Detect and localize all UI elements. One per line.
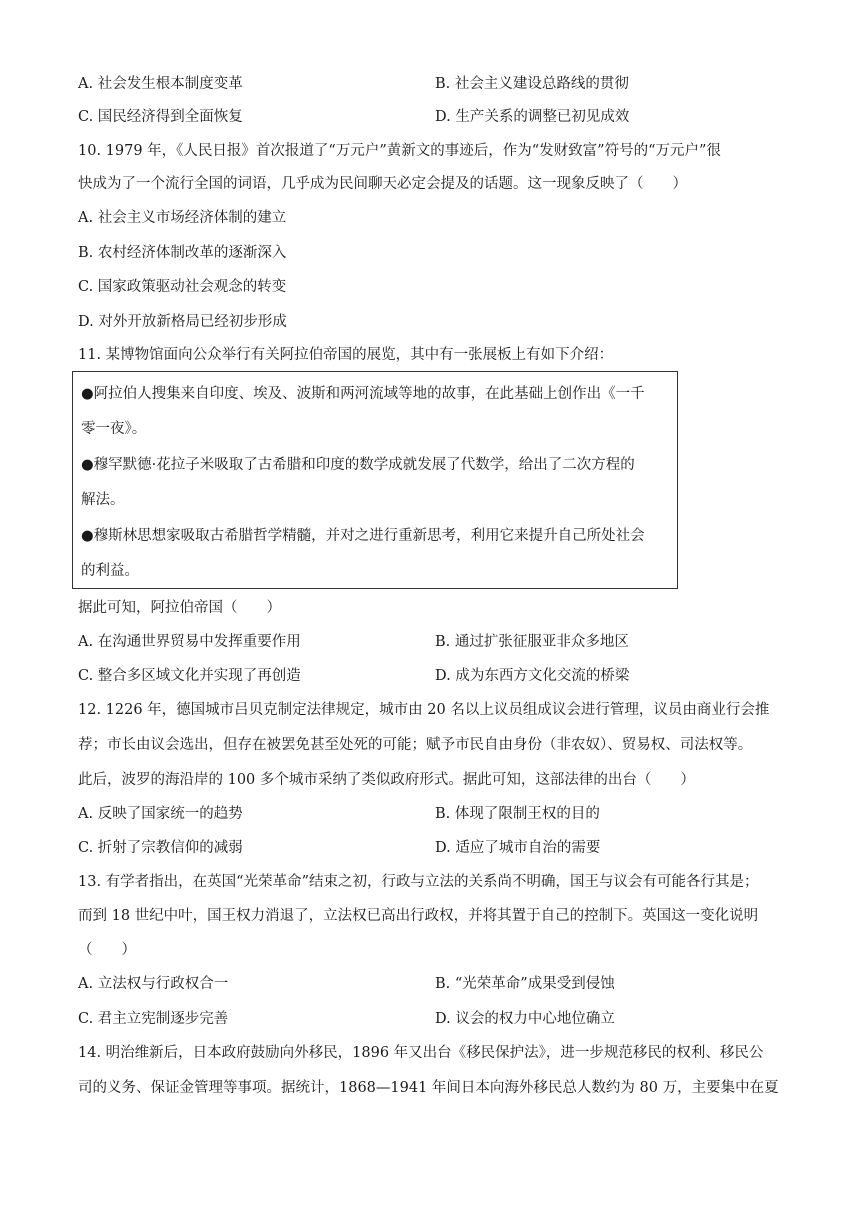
q12-option-b: B. 体现了限制王权的目的	[435, 806, 600, 822]
q13-stem-line-2: 而到 18 世纪中叶，国王权力消退了，立法权已高出行政权，并将其置于自己的控制下。英国这一变化说明	[78, 908, 759, 924]
q11-option-d: D. 成为东西方文化交流的桥梁	[435, 668, 630, 684]
q13-option-a: A. 立法权与行政权合一	[78, 976, 229, 992]
q9-option-d: D. 生产关系的调整已初见成效	[435, 109, 630, 125]
q12-stem-line-1: 12. 1226 年，德国城市吕贝克制定法律规定，城市由 20 名以上议员组成议会进行管理，议员由商业行会推	[78, 702, 770, 718]
q9-option-c: C. 国民经济得到全面恢复	[78, 109, 243, 125]
q10-stem-line-2: 快成为了一个流行全国的词语，几乎成为民间聊天必定会提及的话题。这一现象反映了（ ）	[78, 176, 687, 192]
box-bullet-1-line-2: 零一夜》。	[81, 421, 147, 437]
q9-option-a: A. 社会发生根本制度变革	[78, 76, 243, 92]
q10-option-a: A. 社会主义市场经济体制的建立	[78, 210, 287, 226]
q13-stem-line-1: 13. 有学者指出，在英国“光荣革命”结束之初，行政与立法的关系尚不明确，国王与议会有可能各行其是；	[78, 874, 759, 890]
exhibit-board-box	[72, 371, 678, 589]
q10-option-c: C. 国家政策驱动社会观念的转变	[78, 279, 287, 295]
q12-option-c: C. 折射了宗教信仰的减弱	[78, 840, 243, 856]
box-bullet-2-line-1: ●穆罕默德·花拉子米吸取了古希腊和印度的数学成就发展了代数学，给出了二次方程的	[81, 457, 635, 473]
q10-option-d: D. 对外开放新格局已经初步形成	[78, 314, 287, 330]
q11-option-a: A. 在沟通世界贸易中发挥重要作用	[78, 634, 301, 650]
q14-stem-line-2: 司的义务、保证金管理等事项。据统计，1868—1941 年间日本向海外移民总人数约为 80 万，主要集中在夏	[78, 1080, 779, 1096]
q10-stem-line-1: 10. 1979 年，《人民日报》首次报道了“万元户”黄新文的事迹后，作为“发财致富”符号的“万元户”很	[78, 143, 721, 159]
q13-option-b: B. “光荣革命”成果受到侵蚀	[435, 976, 615, 992]
q12-stem-line-2: 荐；市长由议会选出，但存在被罢免甚至处死的可能；赋予市民自由身份（非农奴）、贸易权、司法权等。	[78, 737, 753, 753]
q11-stem: 11. 某博物馆面向公众举行有关阿拉伯帝国的展览，其中有一张展板上有如下介绍：	[78, 347, 614, 363]
q13-option-d: D. 议会的权力中心地位确立	[435, 1011, 615, 1027]
q11-option-c: C. 整合多区域文化并实现了再创造	[78, 668, 301, 684]
q14-stem-line-1: 14. 明治维新后，日本政府鼓励向外移民，1896 年又出台《移民保护法》，进一步规范移民的权利、移民公	[78, 1045, 764, 1061]
q12-option-a: A. 反映了国家统一的趋势	[78, 806, 243, 822]
q11-question: 据此可知，阿拉伯帝国（ ）	[78, 600, 281, 616]
box-bullet-3-line-1: ●穆斯林思想家吸取古希腊哲学精髓，并对之进行重新思考，利用它来提升自己所处社会	[81, 528, 645, 544]
box-bullet-1-line-1: ●阿拉伯人搜集来自印度、埃及、波斯和两河流域等地的故事，在此基础上创作出《一千	[81, 386, 645, 402]
q9-option-b: B. 社会主义建设总路线的贯彻	[435, 76, 629, 92]
box-bullet-2-line-2: 解法。	[81, 492, 125, 508]
q10-option-b: B. 农村经济体制改革的逐渐深入	[78, 245, 287, 261]
q11-option-b: B. 通过扩张征服亚非众多地区	[435, 634, 629, 650]
q13-option-c: C. 君主立宪制逐步完善	[78, 1011, 229, 1027]
q13-stem-line-3: （ ）	[78, 942, 136, 958]
box-bullet-3-line-2: 的利益。	[81, 563, 139, 579]
q12-stem-line-3: 此后，波罗的海沿岸的 100 多个城市采纳了类似政府形式。据此可知，这部法律的出台（ ）	[78, 772, 695, 788]
q12-option-d: D. 适应了城市自治的需要	[435, 840, 601, 856]
